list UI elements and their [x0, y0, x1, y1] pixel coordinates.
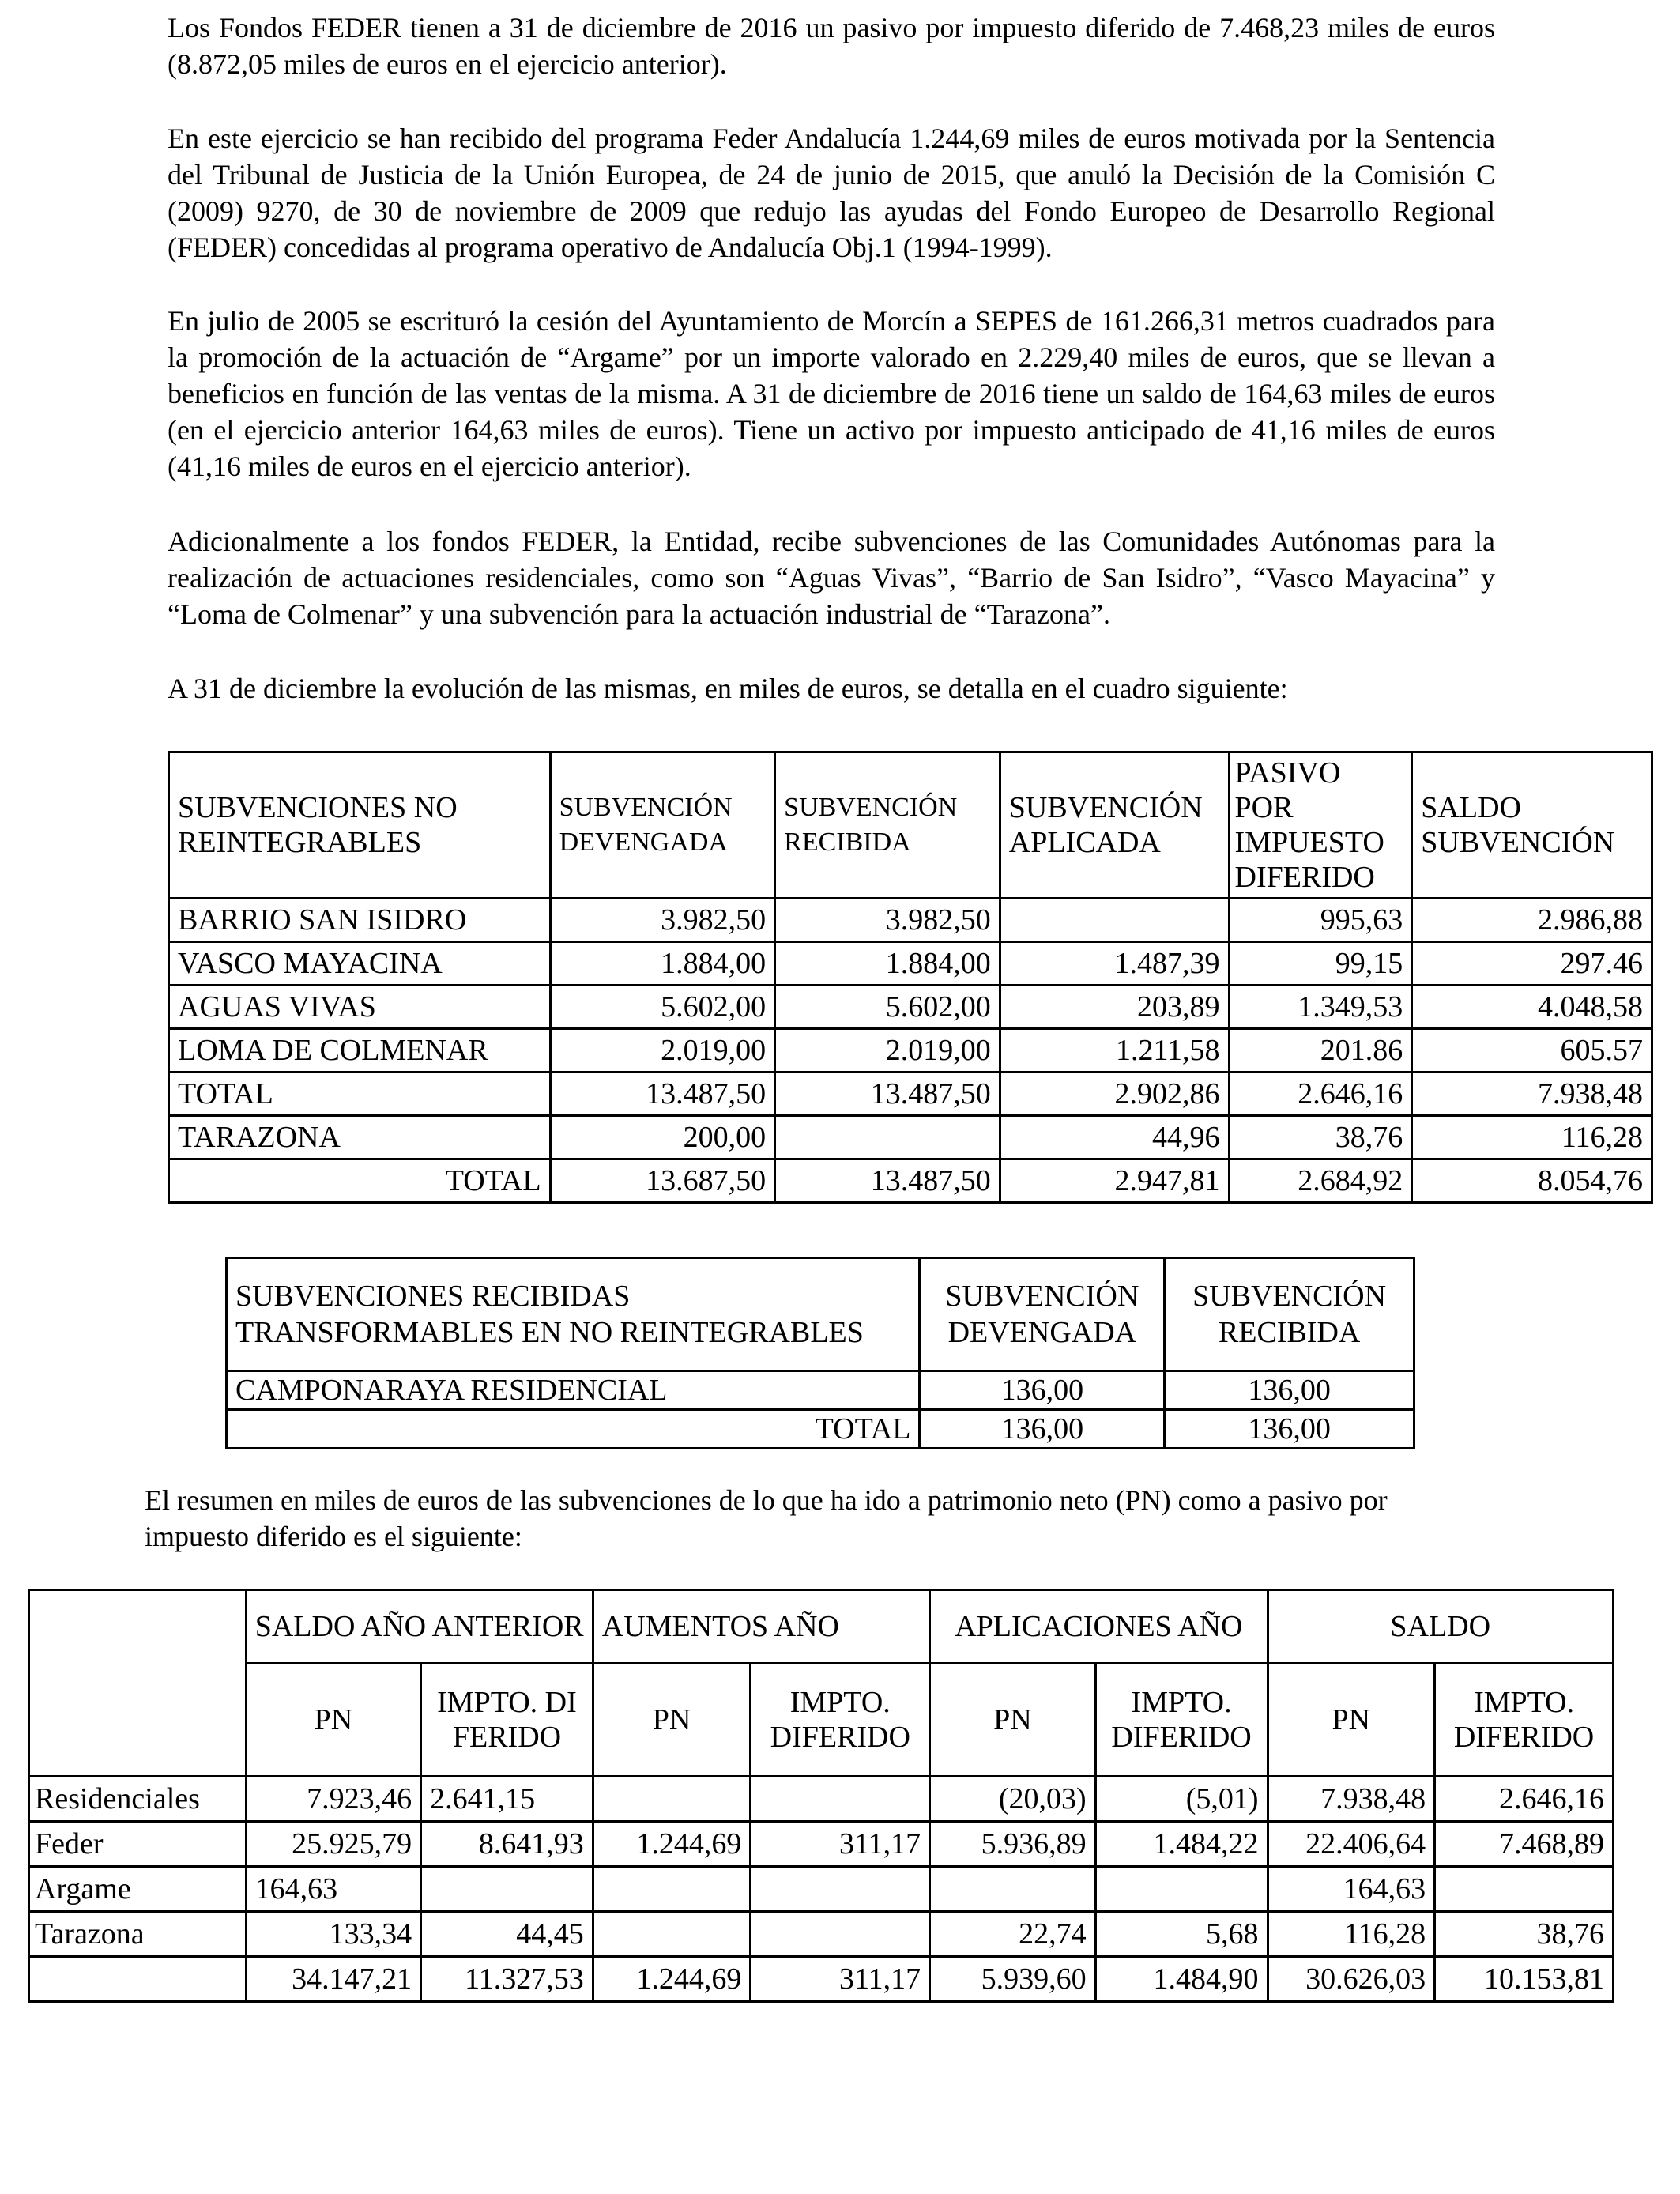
- column-header: IMPTO. DIFERIDO: [751, 1664, 930, 1777]
- table-cell: 2.902,86: [1000, 1072, 1229, 1116]
- column-header: PN: [930, 1664, 1096, 1777]
- table-cell: 22.406,64: [1268, 1822, 1435, 1867]
- table-cell: Residenciales: [29, 1777, 247, 1822]
- table-cell: 8.641,93: [421, 1822, 593, 1867]
- empty-corner-cell: [29, 1590, 247, 1777]
- table-cell: 44,96: [1000, 1116, 1229, 1159]
- table-cell: 11.327,53: [421, 1957, 593, 2002]
- table-cell: 8.054,76: [1412, 1159, 1652, 1203]
- paragraph-resumen: El resumen en miles de euros de las subvenciones de lo que ha ido a patrimonio neto (PN) como a pasivo por impuesto diferido es el siguiente:: [145, 1484, 1388, 1552]
- table-cell: VASCO MAYACINA: [169, 942, 551, 986]
- table-cell: 116,28: [1268, 1912, 1435, 1957]
- column-header: SUBVENCIÓN RECIBIDA: [775, 752, 1000, 899]
- table-cell: (20,03): [930, 1777, 1096, 1822]
- column-header: SUBVENCIÓN DEVENGADA: [550, 752, 775, 899]
- column-header: IMPTO. DIFERIDO: [1435, 1664, 1614, 1777]
- table-cell: [930, 1867, 1096, 1912]
- table-row-subtotal: [169, 1072, 1652, 1116]
- column-header: SUBVENCIONES NO REINTEGRABLES: [169, 752, 551, 899]
- table-row: [169, 986, 1652, 1029]
- table-cell: 605.57: [1412, 1029, 1652, 1072]
- table-cell: 995,63: [1229, 899, 1412, 942]
- table-cell: 13.687,50: [550, 1159, 775, 1203]
- column-header: SUBVENCIONES RECIBIDAS TRANSFORMABLES EN NO REINTEGRABLES: [227, 1258, 920, 1371]
- table-cell: 13.487,50: [775, 1072, 1000, 1116]
- table-cell: 1.487,39: [1000, 942, 1229, 986]
- table-cell: 7.468,89: [1435, 1822, 1614, 1867]
- table-cell: 1.244,69: [593, 1822, 751, 1867]
- column-header: SALDO SUBVENCIÓN: [1412, 752, 1652, 899]
- table-cell: 203,89: [1000, 986, 1229, 1029]
- table-cell: [1435, 1867, 1614, 1912]
- column-header: IMPTO. DIFERIDO: [421, 1664, 593, 1777]
- table-cell: 38,76: [1229, 1116, 1412, 1159]
- column-header: PN: [593, 1664, 751, 1777]
- paragraph-feder-pasivo: Los Fondos FEDER tienen a 31 de diciembre de 2016 un pasivo por impuesto diferido de 7.468,23 miles de euros (8.872,05 miles de euros en el ejercicio anterior).: [168, 12, 1495, 80]
- table-cell: 116,28: [1412, 1116, 1652, 1159]
- table-cell: [751, 1777, 930, 1822]
- table-cell: 2.684,92: [1229, 1159, 1412, 1203]
- table-cell: 201.86: [1229, 1029, 1412, 1072]
- table-header-row: [227, 1258, 1414, 1371]
- table-cell: Feder: [29, 1822, 247, 1867]
- table-cell: 164,63: [246, 1867, 421, 1912]
- table-cell: 133,34: [246, 1912, 421, 1957]
- table-cell: 3.982,50: [550, 899, 775, 942]
- table-cell: 311,17: [751, 1822, 930, 1867]
- table-cell: 1.884,00: [775, 942, 1000, 986]
- table-cell: [593, 1777, 751, 1822]
- table-cell: 25.925,79: [246, 1822, 421, 1867]
- table-cell: AGUAS VIVAS: [169, 986, 551, 1029]
- column-header: SUBVENCIÓN APLICADA: [1000, 752, 1229, 899]
- table-cell: 1.244,69: [593, 1957, 751, 2002]
- table-cell: 4.048,58: [1412, 986, 1652, 1029]
- table-row: [227, 1371, 1414, 1410]
- table-row: [29, 1867, 1614, 1912]
- table-cell: CAMPONARAYA RESIDENCIAL: [227, 1371, 920, 1410]
- table-cell: [593, 1912, 751, 1957]
- table-header-row: [169, 752, 1652, 899]
- table-cell: 3.982,50: [775, 899, 1000, 942]
- table-cell: Tarazona: [29, 1912, 247, 1957]
- column-group-header: SALDO: [1268, 1590, 1614, 1664]
- table-cell: [1000, 899, 1229, 942]
- table-row: [169, 1116, 1652, 1159]
- table-cell: 136,00: [920, 1410, 1165, 1449]
- table-cell: TARAZONA: [169, 1116, 551, 1159]
- table-cell: 2.641,15: [421, 1777, 593, 1822]
- table-cell: Argame: [29, 1867, 247, 1912]
- table-cell: 297.46: [1412, 942, 1652, 986]
- table-cell: 1.484,90: [1095, 1957, 1268, 2002]
- table-cell: 7.923,46: [246, 1777, 421, 1822]
- column-group-header: SALDO AÑO ANTERIOR: [246, 1590, 593, 1664]
- table-cell: 311,17: [751, 1957, 930, 2002]
- table-cell: 7.938,48: [1412, 1072, 1652, 1116]
- table-row: [29, 1912, 1614, 1957]
- table-row-total: [227, 1410, 1414, 1449]
- table-cell: LOMA DE COLMENAR: [169, 1029, 551, 1072]
- table-row: [29, 1777, 1614, 1822]
- table-cell: 7.938,48: [1268, 1777, 1435, 1822]
- table-cell: 38,76: [1435, 1912, 1614, 1957]
- table-cell: 1.484,22: [1095, 1822, 1268, 1867]
- table-cell: 1.211,58: [1000, 1029, 1229, 1072]
- table-row-total: [29, 1957, 1614, 2002]
- subvenciones-no-reintegrables-table: [168, 751, 1653, 1204]
- column-group-header: AUMENTOS AÑO: [593, 1590, 929, 1664]
- paragraph-argame: En julio de 2005 se escrituró la cesión del Ayuntamiento de Morcín a SEPES de 161.266,31 metros cuadrados para la promoción de la actuación de “Argame” por un importe valorado en 2.229,40 miles de euros, que se llevan a beneficios en función de las ventas de la misma. A 31 de diciembre de 2016 tiene un saldo de 164,63 miles de euros (en el ejercicio anterior 164,63 miles de euros). Tiene un activo por impuesto anticipado de 41,16 miles de euros (41,16 miles de euros en el ejercicio anterior).: [168, 305, 1495, 482]
- table-row-total: [169, 1159, 1652, 1203]
- table-cell: BARRIO SAN ISIDRO: [169, 899, 551, 942]
- table-cell: 5.936,89: [930, 1822, 1096, 1867]
- table-cell: 1.349,53: [1229, 986, 1412, 1029]
- table-cell: [29, 1957, 247, 2002]
- table-cell: [1095, 1867, 1268, 1912]
- table-cell: 5.939,60: [930, 1957, 1096, 2002]
- table-cell: 2.947,81: [1000, 1159, 1229, 1203]
- table-cell: [593, 1867, 751, 1912]
- table-cell: [751, 1912, 930, 1957]
- column-header: PN: [1268, 1664, 1435, 1777]
- resumen-pn-impuesto-table: [28, 1589, 1614, 2003]
- table-cell: 5,68: [1095, 1912, 1268, 1957]
- table-cell: TOTAL: [227, 1410, 920, 1449]
- table-cell: 164,63: [1268, 1867, 1435, 1912]
- table-cell: 2.019,00: [775, 1029, 1000, 1072]
- table-cell: 30.626,03: [1268, 1957, 1435, 2002]
- table-row: [29, 1822, 1614, 1867]
- table-header-row: [29, 1664, 1614, 1777]
- subvenciones-transformables-table: [225, 1257, 1415, 1449]
- table-cell: 34.147,21: [246, 1957, 421, 2002]
- table-cell: 5.602,00: [550, 986, 775, 1029]
- table-cell: 13.487,50: [550, 1072, 775, 1116]
- table-group-header-row: [29, 1590, 1614, 1664]
- table-cell: 136,00: [1165, 1371, 1414, 1410]
- paragraph-comunidades: Adicionalmente a los fondos FEDER, la Entidad, recibe subvenciones de las Comunidades Autónomas para la realización de actuaciones residenciales, como son “Aguas Vivas”, “Barrio de San Isidro”, “Vasco Mayacina” y “Loma de Colmenar” y una subvención para la actuación industrial de “Tarazona”.: [168, 526, 1495, 630]
- paragraph-feder-andalucia: En este ejercicio se han recibido del programa Feder Andalucía 1.244,69 miles de euros motivada por la Sentencia del Tribunal de Justicia de la Unión Europea, de 24 de junio de 2015, que anuló la Decisión de la Comisión C (2009) 9270, de 30 de noviembre de 2009 que redujo las ayudas del Fondo Europeo de Desarrollo Regional (FEDER) concedidas al programa operativo de Andalucía Obj.1 (1994-1999).: [168, 123, 1495, 263]
- table-cell: 2.019,00: [550, 1029, 775, 1072]
- paragraph-evolucion: A 31 de diciembre la evolución de las mismas, en miles de euros, se detalla en el cuadro siguiente:: [168, 673, 1288, 704]
- table-cell: (5,01): [1095, 1777, 1268, 1822]
- table-cell: 10.153,81: [1435, 1957, 1614, 2002]
- table-cell: [775, 1116, 1000, 1159]
- table-cell: 136,00: [1165, 1410, 1414, 1449]
- column-header: PN: [246, 1664, 421, 1777]
- column-header: SUBVENCIÓN RECIBIDA: [1165, 1258, 1414, 1371]
- table-cell: 44,45: [421, 1912, 593, 1957]
- column-header: SUBVENCIÓN DEVENGADA: [920, 1258, 1165, 1371]
- column-header: PASIVO POR IMPUESTO DIFERIDO: [1229, 752, 1412, 899]
- table-cell: 2.646,16: [1435, 1777, 1614, 1822]
- table-cell: 200,00: [550, 1116, 775, 1159]
- table-cell: 2.986,88: [1412, 899, 1652, 942]
- table-cell: TOTAL: [169, 1159, 551, 1203]
- table-cell: [421, 1867, 593, 1912]
- table-cell: 136,00: [920, 1371, 1165, 1410]
- table-cell: 1.884,00: [550, 942, 775, 986]
- column-header: IMPTO. DIFERIDO: [1095, 1664, 1268, 1777]
- table-row: [169, 942, 1652, 986]
- table-cell: 2.646,16: [1229, 1072, 1412, 1116]
- table-cell: 13.487,50: [775, 1159, 1000, 1203]
- table-row: [169, 899, 1652, 942]
- table-cell: 22,74: [930, 1912, 1096, 1957]
- column-group-header: APLICACIONES AÑO: [930, 1590, 1268, 1664]
- table-cell: 5.602,00: [775, 986, 1000, 1029]
- table-cell: 99,15: [1229, 942, 1412, 986]
- table-cell: TOTAL: [169, 1072, 551, 1116]
- table-row: [169, 1029, 1652, 1072]
- table-cell: [751, 1867, 930, 1912]
